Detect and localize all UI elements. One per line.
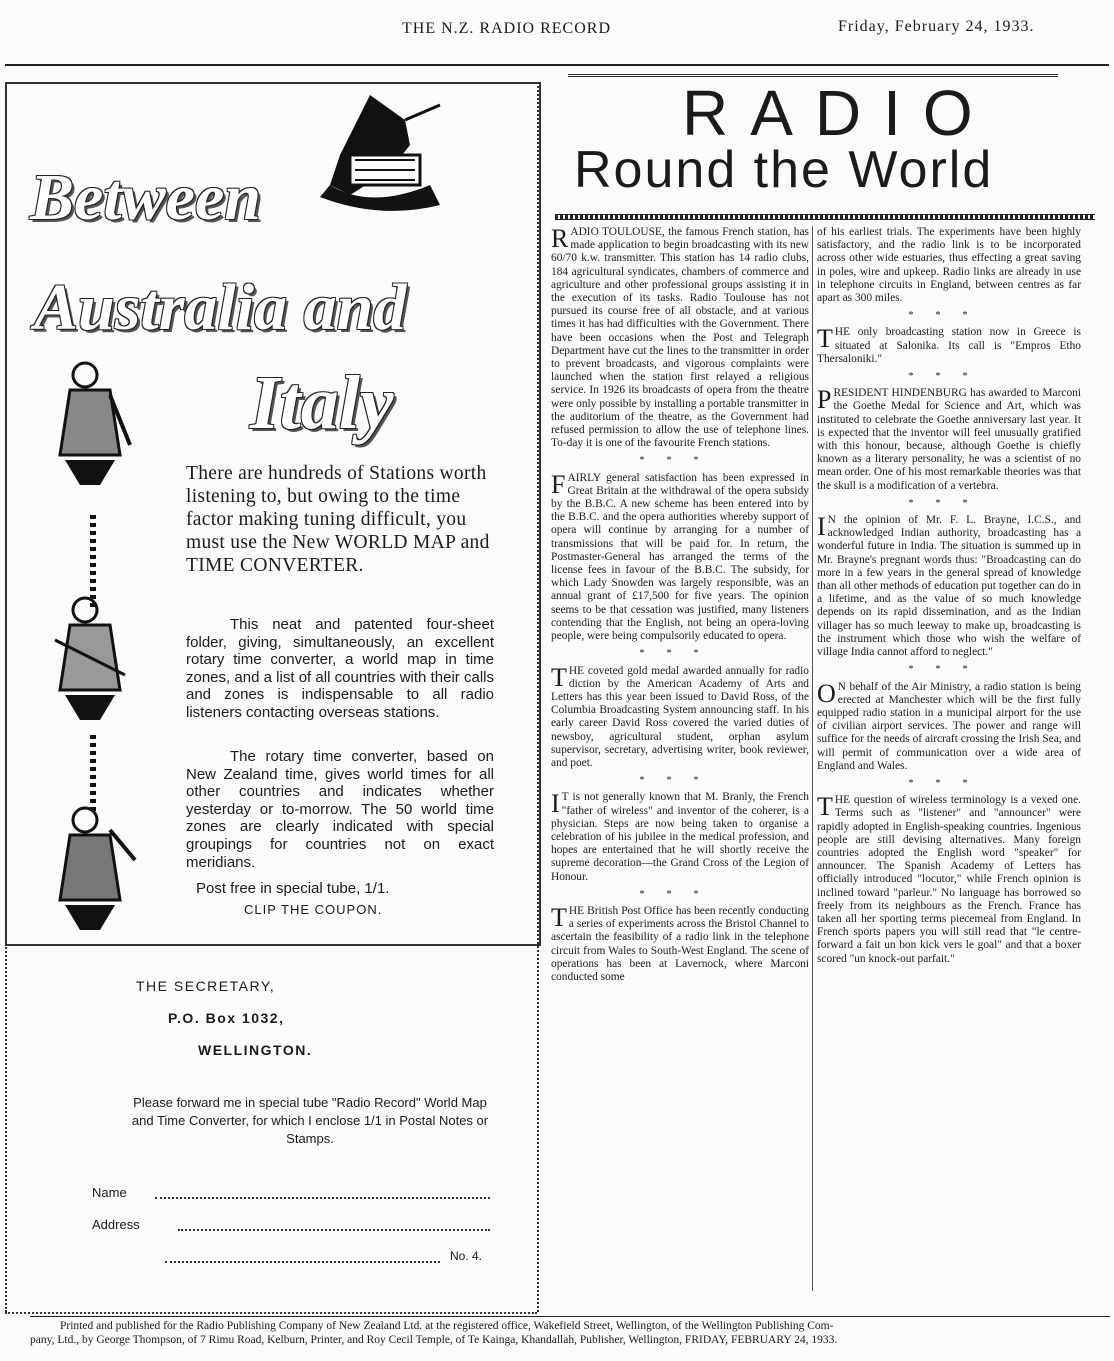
ad-para-converter: The rotary time converter, based on New Zealand time, gives world times for all other countries and indicates whether yesterday or to-morrow. The 50 world time zones are clearly indicated with special groupings for countries not on exact meridians.	[186, 748, 494, 871]
coupon-bottom-border	[5, 1312, 537, 1314]
separator-stars: ***	[639, 888, 721, 900]
ad-title-italy: Italy	[250, 361, 394, 445]
item-radio-toulouse: RADIO TOULOUSE, the famous French station, has made application to begin broadcasting with its new 60/70 k.w. transmitter. This station has 14 radio clubs, 184 agricultural syndicates, chambers of commerce and agriculture and other professional groups assisting it in the execution of its tasks. Radio Toulouse has not pursued its course free of all obstacle, and at various times it has had difficulties with the Government. There have been occasions when the Post and Telegraph Department have cut the lines to the transmitter in order to prevent broadcasts, and vigorous complaints were launched when the station first relayed a religious service. In 1926 its broadcasts of opera from the theatre were only possible by installing a portable transmitter in the auditorium of the theatre, as the Government had refused permission to allow the use of telephone lines. To-day it is one of the favourite French stations.	[551, 226, 809, 450]
coupon-left-border	[5, 944, 7, 1312]
item-bristol-continued: of his earliest trials. The experiments have been highly satisfactory, and the radio link is to be incorporated across other wide estuaries, thus effecting a great saving in poles, wire and upkeep. Radio links are already in use in telephone circuits in England, between centres as far apart as 300 miles.	[817, 226, 1081, 305]
issue-date: Friday, February 24, 1933.	[838, 18, 1035, 35]
radio-illustration	[310, 85, 460, 215]
ad-post-free: Post free in special tube, 1/1.	[196, 880, 390, 897]
ad-title-between: Between	[30, 161, 261, 234]
coupon-top-border	[5, 944, 537, 946]
article-column-1	[551, 226, 809, 1311]
imprint-line-2: pany, Ltd., by George Thompson, of 7 Rimu Road, Kelburn, Printer, and Roy Cecil Temple, of Te Kainga, Khandallah, Publisher, Wellington, FRIDAY, FEBRUARY 24, 1933.	[30, 1334, 838, 1346]
coupon-address-secretary: THE SECRETARY,	[136, 978, 276, 994]
item-wireless-terminology: THE question of wireless terminology is a vexed one. Terms such as "listener" and "announcer" were rapidly adopted in English-speaking countries. Ingenious people are still devising alternatives. Many foreign countries adopted the English word "speaker" for announcer. The Spanish Academy of Letters has officially introduced "locutor," while French opinion is inclined toward "parleur." No language has borrowed so freely from its neighbours as the French. France has taken all her sporting terms piecemeal from England. In French sports papers you will still read that "le centre-forward a fait un bon kick vers le goal" and that a boxer scored "un knock-out parfait."	[817, 792, 1081, 965]
separator-stars: ***	[908, 310, 990, 322]
column-rule	[812, 226, 813, 1291]
item-greece-station: THE only broadcasting station now in Greece is situated at Salonika. Its call is "Empros Etho Thersaloniki."	[817, 324, 1081, 365]
separator-stars: ***	[908, 497, 990, 509]
name-field[interactable]	[155, 1197, 490, 1199]
masthead-bottom-rule	[555, 214, 1095, 220]
musician-figure-icon	[40, 800, 140, 940]
violinist-figure-icon	[40, 590, 140, 730]
item-air-ministry: O N behalf of the Air Ministry, a radio station is being erected at Manchester which will be the first fully equipped radio station in a municipal airport for the use of civilian airport services. The power and range will suffice for the needs of aircraft crossing the Irish Sea, and will permit of communication over a wide area of England and Wales.	[817, 678, 1081, 772]
address-field-2[interactable]	[165, 1261, 440, 1263]
item-india-broadcasting: I N the opinion of Mr. F. L. Brayne, I.C.S., and acknowledged Indian authority, broadcasting has a wonderful future in India. The situation is summed up in Mr. Brayne's pregnant words thus: "Broadcasting can do more in a few years in the general spread of knowledge than all other methods of education put together can do in a lifetime, and as the value of so much knowledge depends on its rapid dissemination, and as the Indian villager has so much leeway to make up, broadcasting is the instrument which those who wish the welfare of village India cannot afford to neglect."	[817, 512, 1081, 659]
article-column-2	[817, 226, 1081, 1311]
coupon-address-city: WELLINGTON.	[198, 1042, 313, 1058]
ad-main-copy: There are hundreds of Stations worth listening to, but owing to the time factor making tuning difficult, you must use the New WORLD MAP and TIME CONVERTER.	[186, 463, 490, 576]
harlequin-figure-icon	[40, 355, 140, 495]
ad-para-folder: This neat and patented four-sheet folder, giving, simultaneously, an excellent rotary time converter, a world map in time zones, and a list of all countries with their calls and zones is indispensable to all radio listeners contacting overseas stations.	[186, 616, 494, 721]
column-divider	[537, 82, 539, 1312]
item-bbc-opera: FAIRLY general satisfaction has been expressed in Great Britain at the withdrawal of the opera subsidy by the B.B.C. A new scheme has been entered into by the B.B.C. and the opera authorities whereby support of opera will continue by arranging for a number of transmissions that will be paid for. In return, the Postmaster-General has arranged the terms of the license fees in favour of the B.B.C. The subsidy, for which Lady Snowden was largely responsible, was an annual grant of £17,500 for five years. The opinion seems to be that cessation was justified, many listeners contending that the English, not being an opera-loving people, were being compulsorily educated to opera.	[551, 469, 809, 643]
imprint-line-1: Printed and published for the Radio Publishing Company of New Zealand Ltd. at the registered office, Wakefield Street, Wellington, of the Wellington Publishing Com-	[60, 1320, 834, 1332]
coupon-address-box: P.O. Box 1032,	[168, 1010, 285, 1026]
article-title-radio: RADIO	[682, 77, 995, 149]
address-label: Address	[92, 1217, 140, 1232]
item-hindenburg: PRESIDENT HINDENBURG has awarded to Marconi the Goethe Medal for Science and Art, which was instituted to celebrate the Goethe anniversary last year. It is expected that the inventor will feel unusually gratified with this honour, because, although Goethe is chiefly known as a literary personality, he was a scientist of no mean order. One of his most remarkable theories was that the skull is a modification of a vertebra.	[817, 385, 1081, 492]
item-branly: I T is not generally known that M. Branly, the French "father of wireless" and inventor of the coherer, is a physician. Steps are now being taken to organise a celebration of his jubilee in the medical profession, and hopes are entertained that he will shortly receive the supreme decoration—the Grand Cross of the Legion of Honour.	[551, 789, 809, 883]
newspaper-title: THE N.Z. RADIO RECORD	[402, 20, 611, 37]
coupon-number: No. 4.	[450, 1249, 483, 1263]
item-bristol-channel: THE British Post Office has been recently conducting a series of experiments across the Bristol Channel to ascertain the feasibility of a radio link in the telephone circuit from Wales to South-West England. The scene of operations has been at Lavernock, where Marconi conducted some	[551, 902, 809, 983]
separator-stars: ***	[639, 648, 721, 660]
separator-stars: ***	[639, 775, 721, 787]
coupon-instruction: Please forward me in special tube "Radio Record" World Map and Time Converter, for which I enclose 1/1 in Postal Notes or Stamps.	[131, 1095, 489, 1146]
item-gold-medal: THE coveted gold medal awarded annually for radio diction by the American Academy of Arts and Letters has this year been issued to David Ross, of the Columbia Broadcasting System announcing staff. In his early career David Ross covered the varied duties of newsboy, agricultural student, orphan asylum supervisor, secretary, advertising writer, book reviewer, and poet.	[551, 662, 809, 769]
ad-title-australia: Australia and	[34, 271, 407, 344]
header-rule	[5, 64, 1109, 66]
separator-stars: ***	[908, 777, 990, 789]
address-field-1[interactable]	[178, 1229, 490, 1231]
clip-coupon-label: CLIP THE COUPON.	[244, 902, 383, 917]
article-title-round-the-world: Round the World	[574, 141, 994, 199]
separator-stars: ***	[908, 371, 990, 383]
name-label: Name	[92, 1185, 127, 1200]
separator-stars: ***	[908, 664, 990, 676]
separator-stars: ***	[639, 455, 721, 467]
footer-rule	[30, 1316, 1110, 1317]
